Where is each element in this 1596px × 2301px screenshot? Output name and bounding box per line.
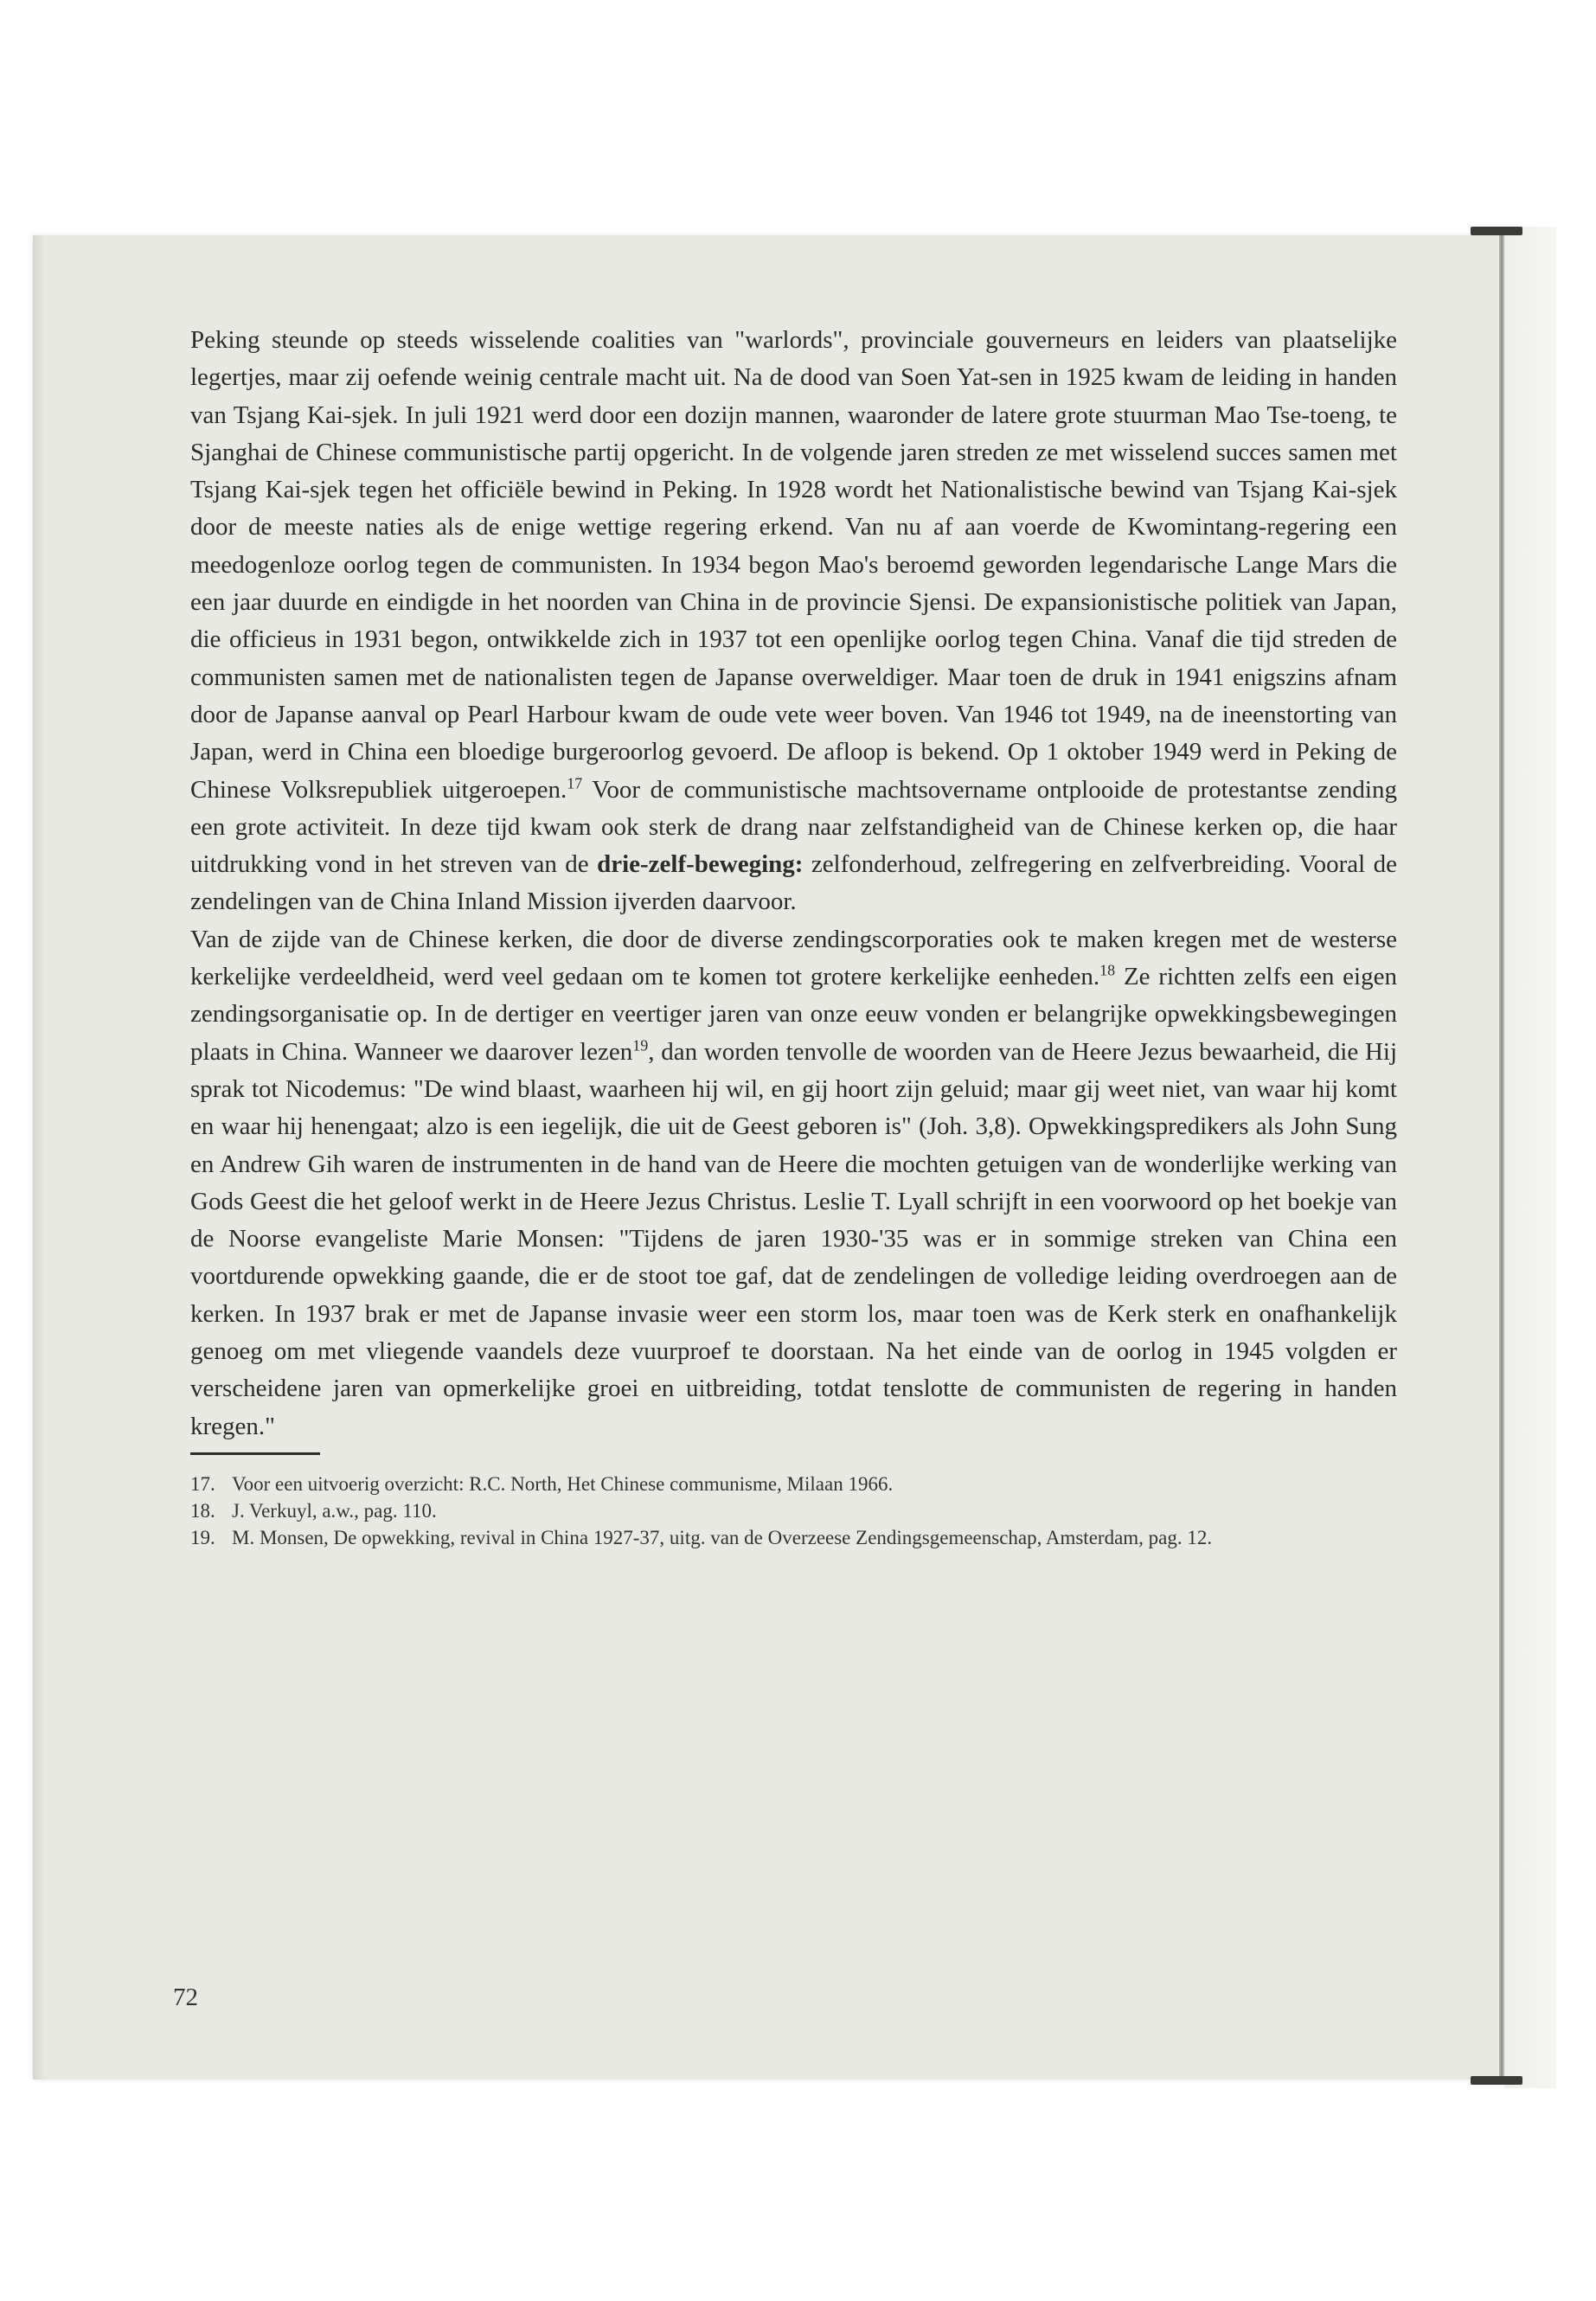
footnote-ref: 19 (632, 1035, 649, 1054)
footnote-number: 18. (190, 1499, 215, 1522)
binding-clip-bottom (1471, 2076, 1522, 2085)
footnote-number: 17. (190, 1472, 215, 1495)
text-run: Van de zijde van de Chinese kerken, die door de diverse zendingscorporaties ook te maken kregen met de westerse kerkelijke verdeeldheid, werd veel gedaan om te komen tot grotere kerkelijke eenheden. (190, 925, 1397, 991)
paragraph (190, 921, 1397, 1445)
text-run: Ze richtten zelfs een eigen zendingsorganisatie op. In de dertiger en veertiger jaren van onze eeuw vonden er belangrijke opwekkingsbewegingen plaats in China. Wanneer we daarover lezen (190, 963, 1397, 1066)
footnote-rule (190, 1452, 320, 1455)
body-text (190, 322, 1397, 1445)
footnote-ref: 17 (567, 773, 583, 792)
binding-clip-top (1471, 227, 1522, 235)
text-run: Voor de communistische machtsovername ontplooide de protestantse zending een grote activiteit. In deze tijd kwam ook sterk de drang naar zelfstandigheid van de Chinese kerken op, die haar uitdrukking vond in het streven van de (190, 775, 1397, 879)
footnote-18 (190, 1497, 1397, 1524)
footnote-ref: 18 (1099, 961, 1116, 979)
footnote-text: Voor een uitvoerig overzicht: R.C. North, Het Chinese communisme, Milaan 1966. (232, 1472, 894, 1495)
footnote-19 (190, 1524, 1397, 1551)
page-number: 72 (173, 1984, 198, 2011)
adjacent-page-edge (1504, 227, 1556, 2088)
paragraph (190, 322, 1397, 921)
footnote-text: J. Verkuyl, a.w., pag. 110. (232, 1499, 437, 1522)
book-spine (1499, 235, 1504, 2080)
footnote-text: M. Monsen, De opwekking, revival in China 1927-37, uitg. van de Overzeese Zendingsgemeenschap, Amsterdam, pag. 12. (232, 1526, 1213, 1548)
bold-term: drie-zelf-beweging: (597, 850, 804, 879)
text-run: Peking steunde op steeds wisselende coalities van "warlords", provinciale gouverneurs en leiders van plaatselijke legertjes, maar zij oefende weinig centrale macht uit. Na de dood van Soen Yat-sen in 1925 kwam de leiding in handen van Tsjang Kai-sjek. In juli 1921 werd door een dozijn mannen, waaronder de latere grote stuurman Mao Tse-toeng, te Sjanghai de Chinese communistische partij opgericht. In de volgende jaren streden ze met wisselend succes samen met Tsjang Kai-sjek tegen het officiële bewind in Peking. In 1928 wordt het Nationalistische bewind van Tsjang Kai-sjek door de meeste naties als de enige wettige regering erkend. Van nu af aan voerde de Kwomintang-regering een meedogenloze oorlog tegen de communisten. In 1934 begon Mao's beroemd geworden legendarische Lange Mars die een jaar duurde en eindigde in het noorden van China in de provincie Sjensi. De expansionistische politiek van Japan, die officieus in 1931 begon, ontwikkelde zich in 1937 tot een openlijke oorlog tegen China. Vanaf die tijd streden de communisten samen met de nationalisten tegen de Japanse overweldiger. Maar toen de druk in 1941 enigszins afnam door de Japanse aanval op Pearl Harbour kwam de oude vete weer boven. Van 1946 tot 1949, na de ineenstorting van Japan, werd in China een bloedige burgeroorlog gevoerd. De afloop is bekend. Op 1 oktober 1949 werd in Peking de Chinese Volksrepubliek uitgeroepen. (190, 326, 1397, 804)
text-run: zelfonderhoud, zelfregering en zelfverbreiding. Vooral de zendelingen van de China Inland Mission ijverden daarvoor. (190, 850, 1397, 916)
page-shadow-left (33, 235, 45, 2080)
page-content (190, 322, 1397, 1551)
text-run: , dan worden tenvolle de woorden van de Heere Jezus bewaarheid, die Hij sprak tot Nicodemus: "De wind blaast, waarheen hij wil, en gij hoort zijn geluid; maar gij weet niet, van waar hij komt en waar hij henengaat; alzo is een iegelijk, die uit de Geest geboren is" (Joh. 3,8). Opwekkingspredikers als John Sung en Andrew Gih waren de instrumenten in de hand van de Heere die mochten getuigen van de wonderlijke werking van Gods Geest die het geloof werkt in de Heere Jezus Christus. Leslie T. Lyall schrijft in een voorwoord op het boekje van de Noorse evangeliste Marie Monsen: "Tijdens de jaren 1930-'35 was er in sommige streken van China een voortdurende opwekking gaande, die er de stoot toe gaf, dat de zendelingen de volledige leiding overdroegen aan de kerken. In 1937 brak er met de Japanse invasie weer een storm los, maar toen was de Kerk sterk en onafhankelijk genoeg om met vliegende vaandels deze vuurproef te doorstaan. Na het einde van de oorlog in 1945 volgden er verscheidene jaren van opmerkelijke groei en uitbreiding, totdat tenslotte de communisten de regering in handen kregen." (190, 1037, 1397, 1440)
footnote-17 (190, 1471, 1397, 1497)
footnote-number: 19. (190, 1526, 215, 1548)
footnotes (190, 1471, 1397, 1551)
